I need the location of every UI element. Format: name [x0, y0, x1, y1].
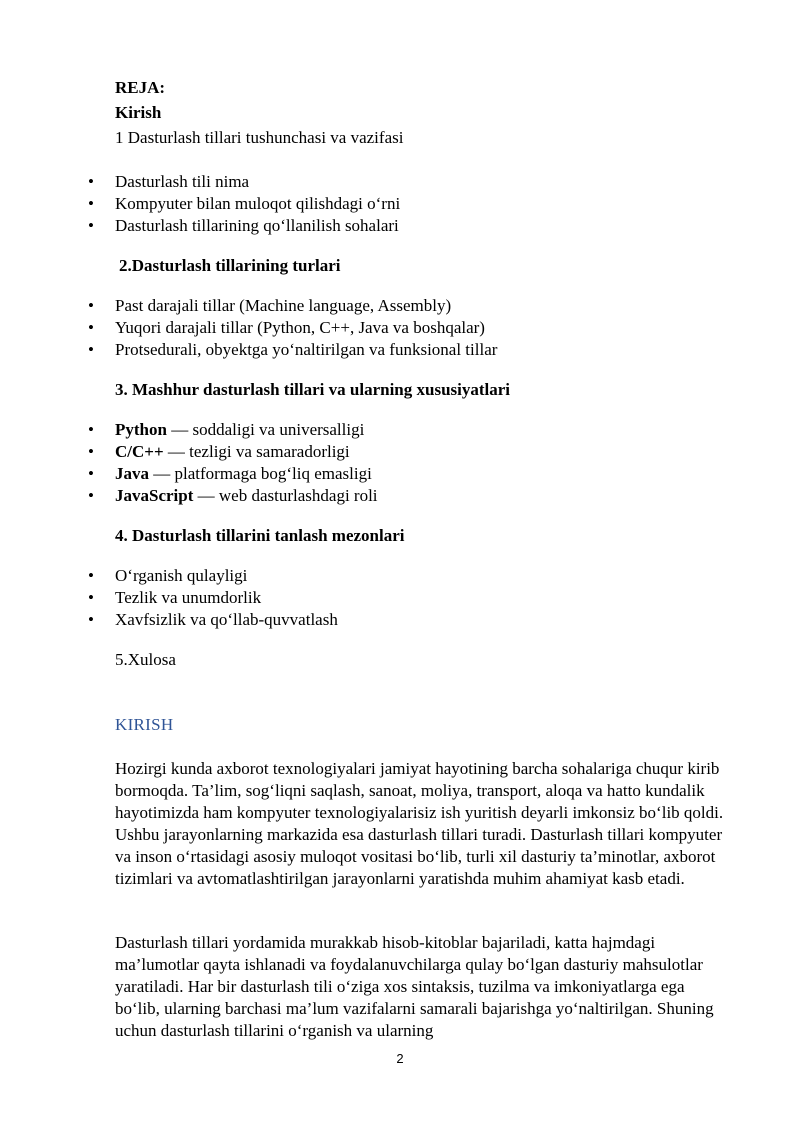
section1-heading: 1 Dasturlash tillari tushunchasi va vazifasi: [115, 128, 404, 147]
plan-intro: Kirish: [115, 103, 162, 122]
language-desc: — tezligi va samaradorligi: [163, 442, 350, 461]
language-term: JavaScript: [115, 486, 194, 505]
list-item: • Dasturlash tili nima: [88, 172, 250, 191]
section3-heading: 3. Mashhur dasturlash tillari va ularning xususiyatlari: [115, 380, 511, 399]
bullet-icon: •: [88, 194, 94, 213]
list-item: • Dasturlash tillarining qo‘llanilish sohalari: [88, 216, 399, 235]
list-item: • Xavfsizlik va qo‘llab-quvvatlash: [88, 610, 338, 629]
language-desc: — platformaga bog‘liq emasligi: [149, 464, 372, 483]
list-item: [88, 485, 732, 507]
list-item: • Protsedurali, obyektga yo‘naltirilgan va funksional tillar: [88, 340, 498, 359]
bullet-icon: •: [88, 340, 94, 359]
bullet-icon: •: [88, 486, 94, 505]
list-item: • Tezlik va unumdorlik: [88, 588, 262, 607]
page-number: 2: [396, 1051, 404, 1066]
list-item: • Yuqori darajali tillar (Python, C++, Java va boshqalar): [88, 318, 485, 337]
language-term: Java: [115, 464, 149, 483]
bullet-icon: •: [88, 318, 94, 337]
plan-title: REJA:: [115, 78, 166, 97]
language-term: C/C++: [115, 442, 164, 461]
section1-list: [88, 171, 732, 237]
intro-heading: KIRISH: [115, 715, 174, 734]
language-desc: — soddaligi va universalligi: [166, 420, 365, 439]
language-term: Python: [115, 420, 167, 439]
section2-heading: 2.Dasturlash tillarining turlari: [119, 256, 341, 275]
bullet-icon: •: [88, 420, 94, 439]
section2-list: [88, 295, 732, 361]
bullet-icon: •: [88, 566, 94, 585]
list-item: [88, 463, 732, 485]
intro-paragraph-2: Dasturlash tillari yordamida murakkab hisob-kitoblar bajariladi, katta hajmdagi ma’lumotlar qayta ishlanadi va foydalanuvchilarga qulay bo‘lgan dasturiy mahsulotlar yaratiladi. Har bir dasturlash tili o‘ziga xos sintaksis, tuzilma va imkoniyatlarga ega bo‘lib, ularning barchasi ma’lum vazifalarni samarali bajarishga yo‘naltirilgan. Shuning uchun dasturlash tillarini o‘rganish va ularning: [115, 933, 714, 1040]
section5-heading: 5.Xulosa: [115, 650, 176, 669]
list-item: • O‘rganish qulayligi: [88, 566, 248, 585]
bullet-icon: •: [88, 464, 94, 483]
section4-list: [88, 565, 732, 631]
bullet-icon: •: [88, 442, 94, 461]
bullet-icon: •: [88, 296, 94, 315]
list-item: • Kompyuter bilan muloqot qilishdagi o‘rni: [88, 194, 401, 213]
section4-heading: 4. Dasturlash tillarini tanlash mezonlari: [115, 526, 405, 545]
bullet-icon: •: [88, 172, 94, 191]
list-item: • Past darajali tillar (Machine language, Assembly): [88, 296, 452, 315]
section3-list: [88, 419, 732, 507]
bullet-icon: •: [88, 216, 94, 235]
list-item: [88, 419, 732, 441]
bullet-icon: •: [88, 610, 94, 629]
bullet-icon: •: [88, 588, 94, 607]
intro-paragraph-1: Hozirgi kunda axborot texnologiyalari jamiyat hayotining barcha sohalariga chuqur kirib bormoqda. Ta’lim, sog‘liqni saqlash, sanoat, moliya, transport, aloqa va hatto kundalik hayotimizda ham kompyuter texnologiyalarisiz ish yuritish deyarli imkonsiz bo‘lib qoldi. Ushbu jarayonlarning markazida esa dasturlash tillari turadi. Dasturlash tillari kompyuter va inson o‘rtasidagi asosiy muloqot vositasi bo‘lib, turli xil dasturiy ta’minotlar, axborot tizimlari va avtomatlashtirilgan jarayonlarni yaratishda muhim ahamiyat kasb etadi.: [115, 759, 724, 888]
list-item: [88, 441, 732, 463]
language-desc: — web dasturlashdagi roli: [193, 486, 378, 505]
